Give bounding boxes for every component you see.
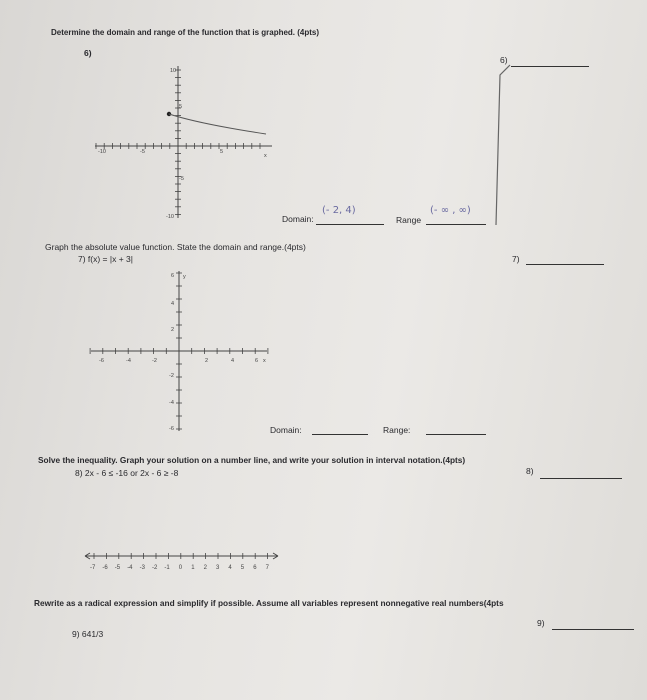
- number-line-label: 4: [228, 565, 232, 571]
- problem-7-domain-line[interactable]: [312, 434, 368, 435]
- x-tick-label: 6: [255, 358, 259, 364]
- number-line-label: -1: [164, 565, 170, 571]
- y-tick-label: -4: [169, 400, 174, 406]
- y-tick-label: -2: [169, 373, 174, 379]
- problem-7-answer-number: 7): [512, 254, 520, 264]
- number-line-label: -2: [152, 565, 158, 571]
- problem-6-graph: [90, 60, 280, 220]
- problem-6-domain-answer: (- 2, 4): [322, 205, 356, 216]
- problem-8-answer-line[interactable]: [540, 478, 622, 479]
- number-line-label: -4: [127, 565, 133, 571]
- y-tick-label: 6: [171, 273, 175, 279]
- problem-7-domain-label: Domain:: [270, 425, 302, 435]
- problem-6-range-line[interactable]: [426, 224, 486, 225]
- x-tick-label: -5: [140, 149, 145, 155]
- handwritten-bracket: [480, 55, 520, 235]
- y-tick-label: -10: [166, 214, 174, 220]
- x-tick-label: -2: [152, 358, 157, 364]
- problem-7-answer-line[interactable]: [526, 264, 604, 265]
- x-tick-label: x: [263, 358, 266, 364]
- y-tick-label: 5: [179, 104, 183, 110]
- problem-7-range-line[interactable]: [426, 434, 486, 435]
- number-line-label: -5: [114, 565, 121, 571]
- instruction-radical: Rewrite as a radical expression and simplify if possible. Assume all variables represent nonnegative real numbers(4pts: [34, 598, 504, 608]
- problem-9-expression: [72, 629, 103, 639]
- x-tick-label: -4: [126, 358, 131, 364]
- number-line-label: -7: [90, 565, 96, 571]
- problem-7-function: 7) f(x) = |x + 3|: [78, 254, 133, 264]
- instruction-inequality: Solve the inequality. Graph your solution on a number line, and write your solution in interval notation.(4pts): [38, 455, 466, 465]
- problem-6-range-label: Range: [396, 215, 422, 225]
- y-tick-label: -5: [179, 176, 184, 182]
- instruction-domain-range: Determine the domain and range of the function that is graphed. (4pts): [51, 28, 320, 37]
- problem-7-range-label: Range:: [383, 425, 411, 435]
- number-line-label: 5: [240, 565, 245, 571]
- x-tick-label: -10: [98, 149, 106, 155]
- instruction-absolute-value: Graph the absolute value function. State the domain and range.(4pts): [45, 242, 306, 252]
- number-line-label: 0: [178, 565, 183, 571]
- problem-9-answer-line[interactable]: [552, 629, 634, 630]
- problem-8-inequality: 8) 2x - 6 ≤ -16 or 2x - 6 ≥ -8: [75, 468, 179, 478]
- problem-9-base: 9) 64: [72, 629, 92, 639]
- problem-6-answer-line[interactable]: [511, 66, 589, 67]
- x-tick-label: 2: [205, 358, 209, 364]
- x-tick-label: -6: [99, 358, 104, 364]
- graph-curve: [169, 114, 266, 134]
- number-line-label: 6: [253, 565, 257, 571]
- y-tick-label: 4: [171, 301, 175, 307]
- problem-6-number: 6): [84, 48, 92, 58]
- problem-8-number-line: [82, 548, 282, 572]
- problem-6-range-answer: (- ∞ , ∞): [430, 205, 471, 216]
- number-line-label: -3: [139, 565, 145, 571]
- number-line-label: 1: [191, 565, 195, 571]
- y-axis-label: y: [183, 274, 186, 280]
- problem-6-answer-number: 6): [500, 55, 508, 65]
- problem-9-answer-number: 9): [537, 618, 545, 628]
- number-line-label: -6: [102, 565, 108, 571]
- problem-7-graph: [85, 265, 275, 435]
- number-line-label: 7: [265, 565, 269, 571]
- y-tick-label: 10: [170, 68, 177, 74]
- number-line-label: 3: [216, 565, 220, 571]
- problem-6-domain-line[interactable]: [316, 224, 384, 225]
- y-tick-label: -6: [169, 426, 174, 432]
- x-tick-label: x: [264, 153, 267, 159]
- x-tick-label: 4: [231, 358, 235, 364]
- problem-9-exponent: 1/3: [91, 629, 104, 639]
- number-line-label: 2: [203, 565, 207, 571]
- problem-8-answer-number: 8): [526, 466, 534, 476]
- x-tick-label: 5: [220, 149, 224, 155]
- problem-6-domain-label: Domain:: [282, 214, 314, 224]
- y-tick-label: 2: [171, 327, 175, 333]
